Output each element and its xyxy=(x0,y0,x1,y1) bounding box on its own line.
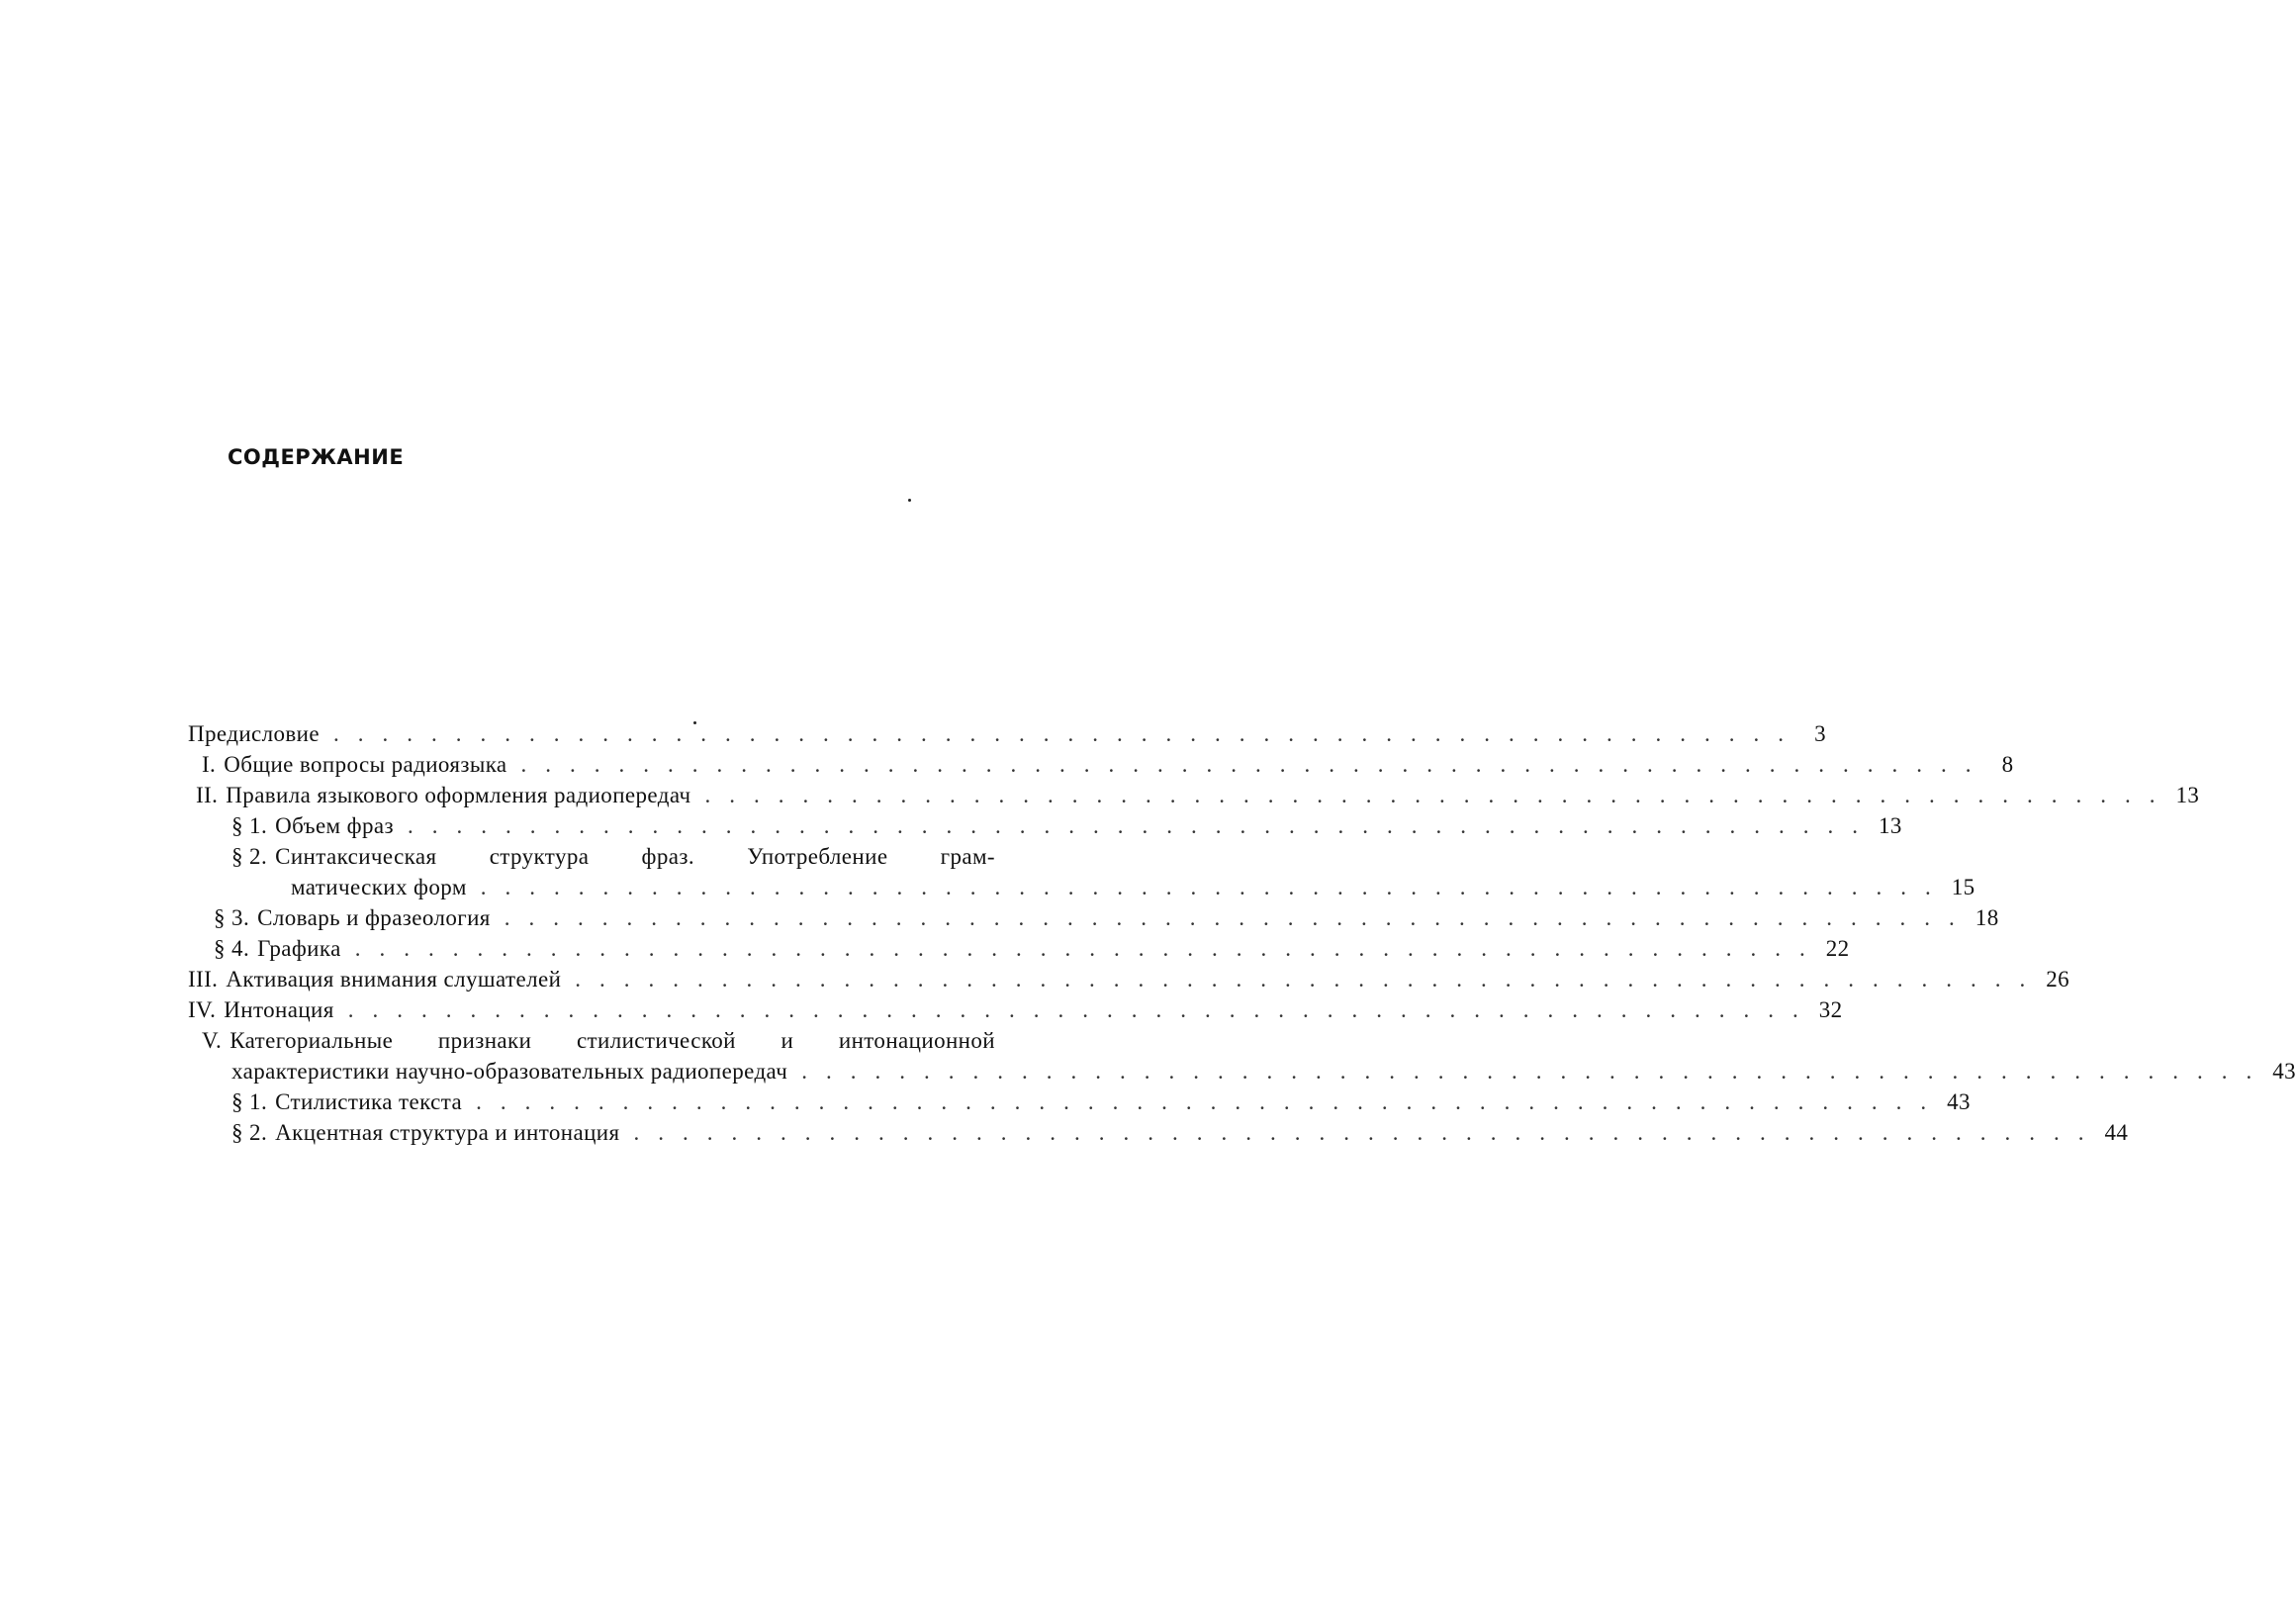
dot-leader: ............................................................ xyxy=(347,997,1817,1022)
toc-page-number: 44 xyxy=(2104,1120,2129,1145)
table-of-contents xyxy=(188,718,2296,1148)
toc-page-number: 26 xyxy=(2046,967,2070,992)
toc-entry-title: Объем фраз xyxy=(275,813,394,838)
toc-page-number: 22 xyxy=(1825,936,1850,961)
dot-leader: ............................................................ xyxy=(407,813,1877,838)
toc-entry xyxy=(188,994,1843,1025)
toc-entry xyxy=(188,902,1999,933)
print-speck xyxy=(908,499,911,502)
toc-entry xyxy=(188,1086,1971,1117)
toc-entry-title: Категориальные признаки стилистической и интонационной xyxy=(230,1028,995,1053)
toc-entry-number: § 2. xyxy=(231,844,268,869)
toc-entry xyxy=(188,810,1902,841)
toc-entry-number: I. xyxy=(202,752,217,777)
dot-leader: ............................................................ xyxy=(704,783,2174,807)
toc-entry xyxy=(188,1056,2296,1086)
toc-entry-number: IV. xyxy=(188,997,217,1022)
toc-page-number: 43 xyxy=(1947,1089,1971,1114)
toc-entry xyxy=(188,749,2014,780)
toc-entry xyxy=(188,718,1826,749)
dot-leader: ............................................................ xyxy=(520,752,1990,777)
toc-entry xyxy=(188,933,1850,964)
toc-page-number: 18 xyxy=(1975,905,1999,930)
toc-entry-number: III. xyxy=(188,967,219,992)
dot-leader: ............................................................ xyxy=(333,721,1802,746)
toc-page-number: 8 xyxy=(2001,752,2014,777)
toc-entry-number: § 2. xyxy=(231,1120,268,1145)
contents-heading: СОДЕРЖАНИЕ xyxy=(228,445,405,469)
toc-page-number: 3 xyxy=(1814,721,1826,746)
toc-entry xyxy=(188,1117,2129,1148)
dot-leader: ............................................................ xyxy=(633,1120,2103,1145)
toc-entry-title: характеристики научно-образовательных радиопередач xyxy=(231,1059,788,1084)
dot-leader: ............................................................ xyxy=(476,1089,1946,1114)
toc-entry-title: Графика xyxy=(257,936,341,961)
toc-entry-number: § 4. xyxy=(214,936,250,961)
dot-leader: ............................................................ xyxy=(354,936,1824,961)
toc-entry-title: Словарь и фразеология xyxy=(257,905,491,930)
toc-entry xyxy=(188,841,995,872)
toc-entry-title: Общие вопросы радиоязыка xyxy=(224,752,507,777)
dot-leader: ............................................................ xyxy=(480,875,1950,899)
toc-page-number: 13 xyxy=(1878,813,1902,838)
toc-entry-title: Активация внимания слушателей xyxy=(226,967,562,992)
toc-entry-number: II. xyxy=(196,783,219,807)
toc-entry-number: § 1. xyxy=(231,813,268,838)
dot-leader: ............................................................ xyxy=(575,967,2045,992)
toc-entry-number: V. xyxy=(202,1028,223,1053)
dot-leader: ............................................................ xyxy=(504,905,1974,930)
toc-page-number: 32 xyxy=(1818,997,1843,1022)
toc-entry-title: Предисловие xyxy=(188,721,320,746)
toc-entry-title: Правила языкового оформления радиопередач xyxy=(226,783,691,807)
toc-entry xyxy=(188,872,1975,902)
toc-entry-title: матических форм xyxy=(291,875,467,899)
toc-entry-title: Интонация xyxy=(224,997,334,1022)
toc-entry-number: § 3. xyxy=(214,905,250,930)
toc-page-number: 43 xyxy=(2272,1059,2296,1084)
dot-leader: ............................................................ xyxy=(801,1059,2271,1084)
toc-page-number: 13 xyxy=(2175,783,2200,807)
toc-entry-title: Стилистика текста xyxy=(275,1089,463,1114)
toc-entry xyxy=(188,780,2200,810)
toc-entry xyxy=(188,964,2070,994)
toc-entry-title: Акцентная структура и интонация xyxy=(275,1120,620,1145)
toc-page-number: 15 xyxy=(1951,875,1975,899)
toc-entry xyxy=(188,1025,995,1056)
toc-entry-title: Синтаксическая структура фраз. Употребление грам- xyxy=(275,844,995,869)
toc-entry-number: § 1. xyxy=(231,1089,268,1114)
